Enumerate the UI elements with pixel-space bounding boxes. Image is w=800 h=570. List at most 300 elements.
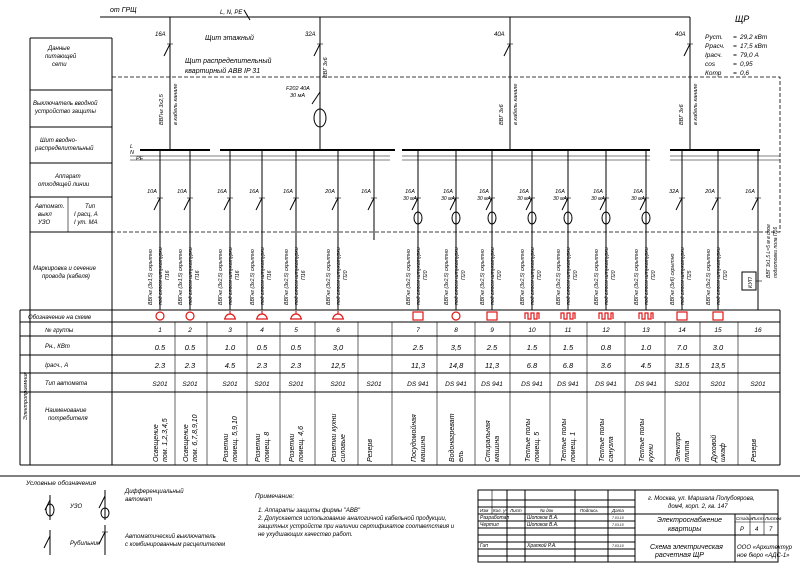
- cable-marking-2: под слоем штукатурки: [416, 247, 422, 305]
- breaker-rating: 16A: [249, 189, 259, 195]
- panel-enclosure: [112, 77, 780, 232]
- group-column-4: [249, 150, 273, 462]
- legend-rcd: УЗО: [70, 504, 83, 510]
- consumer-name: Освещение: [183, 424, 190, 462]
- consumer-name: Водонагреват: [449, 413, 456, 462]
- symbol-appliance: [413, 312, 423, 320]
- cable-code: П20: [573, 270, 579, 280]
- cable-marking-2: под слоем штукатурки: [566, 247, 572, 305]
- breaker-symbol: [224, 198, 230, 210]
- group-column-13: [631, 150, 657, 462]
- group-table: [20, 310, 780, 465]
- lbl-auto-6: I ут. МА: [74, 220, 98, 226]
- group-power: 1.5: [526, 343, 538, 352]
- group-breaker-type: DS 941: [481, 381, 503, 388]
- group-number: 12: [602, 327, 610, 334]
- group-number: 11: [564, 327, 572, 334]
- consumer-name: Стиральная: [485, 420, 492, 462]
- lbl-auto-5: I расц, А: [74, 212, 98, 218]
- tb-role-1: Разработал: [480, 515, 510, 521]
- main-panel-title-1: Щит распределительный: [185, 58, 272, 65]
- symbol-heater: [639, 313, 653, 319]
- group-column-1: [147, 150, 171, 462]
- breaker-symbol: [154, 198, 160, 210]
- consumer-name-2: помещ. 8: [264, 431, 271, 462]
- legend-switch: Рубильник: [70, 541, 100, 547]
- cable-marking: ВВГнг (3х6) скрытно: [670, 253, 676, 305]
- feed-cable-1b: в кабель канале: [173, 83, 179, 125]
- source-label: от ГРЩ: [110, 7, 137, 14]
- lbl-supply-1: Данные: [48, 46, 70, 52]
- group-column-6: [324, 150, 349, 462]
- tb-sheets-h: Листов: [765, 516, 782, 521]
- group-current: 2.3: [154, 361, 166, 370]
- breaker-rating: 16A: [593, 189, 603, 195]
- param-label-0: Руст.: [705, 34, 723, 41]
- group-power: 0.5: [256, 343, 268, 352]
- cable-marking: ВВГнг (3х2,5) скрытно: [444, 249, 450, 305]
- cable-marking: ВВГнг (3х1,5) скрытно: [148, 249, 154, 305]
- tb-date-1: 7.03.10: [612, 516, 624, 520]
- cable-marking-2: под слоем штукатурки: [336, 247, 342, 305]
- symbol-appliance: [487, 312, 497, 320]
- breaker-symbol: [290, 198, 296, 210]
- group-number: 3: [228, 327, 232, 334]
- rcd-rating: 30 мА: [591, 196, 605, 202]
- lbl-consumer-1: Наименование: [45, 408, 87, 414]
- floor-panel-label: Щит этажный: [205, 35, 254, 42]
- group-current: 2.3: [290, 361, 302, 370]
- consumer-name: Резерв: [367, 438, 374, 462]
- tb-name-3: Храпкой Р.А.: [527, 543, 557, 549]
- lbl-auto-4: Тип: [85, 204, 96, 210]
- group-column-10: [517, 150, 543, 462]
- group-breaker-type: S201: [710, 381, 726, 388]
- tb-address-2: дом4, корп. 2, кв. 147: [668, 504, 728, 510]
- group-breaker-type: S201: [674, 381, 690, 388]
- notes-line-1: 1. Аппараты защиты фирмы "АВВ": [258, 508, 361, 514]
- cable-marking-2: под слоем штукатурки: [454, 247, 460, 305]
- group-columns: [147, 150, 766, 465]
- cable-code: П20: [537, 270, 543, 280]
- group-current: 2.3: [256, 361, 268, 370]
- consumer-name-2: плита: [684, 440, 691, 462]
- group-breaker-type: S201: [366, 381, 382, 388]
- group-number: 7: [416, 327, 420, 334]
- group-number: 16: [754, 327, 762, 334]
- group-breaker-type: S201: [152, 381, 168, 388]
- group-number: 5: [294, 327, 298, 334]
- tb-org-2: ное бюро «АДС-1»: [737, 553, 790, 559]
- lbl-consumer-2: потребителя: [48, 416, 88, 422]
- lbl-input-1: Выключатель вводной: [33, 101, 98, 107]
- side-note-1: ВВГ 3х1,5 L=5 м в слое: [766, 224, 772, 278]
- cable-code: П16: [165, 270, 171, 280]
- group-power: 3.0: [712, 343, 724, 352]
- rcd-label-2: 30 мА: [290, 93, 306, 99]
- lbl-supply-3: сети: [52, 62, 67, 68]
- consumer-name-2: кухни: [648, 443, 655, 462]
- cable-code: П20: [611, 270, 617, 280]
- rcd-rating: 30 мА: [553, 196, 567, 202]
- svg-text:=: =: [733, 61, 737, 68]
- lbl-supply-2: питающей: [45, 54, 77, 60]
- tb-name-1: Шопоков В.А.: [527, 515, 559, 521]
- group-number: 2: [188, 327, 192, 334]
- group-power: 0.5: [184, 343, 196, 352]
- legend-diff-2: автомат: [125, 497, 153, 503]
- param-value-3: 0,95: [740, 61, 753, 68]
- cable-marking-2: под слоем штукатурки: [530, 247, 536, 305]
- cable-code: П25: [687, 270, 693, 280]
- rcd-rating: 30 мА: [631, 196, 645, 202]
- breaker-symbol: [368, 198, 374, 210]
- consumer-name: Розетки: [289, 433, 296, 462]
- feed-cable-4: ВВГ 3х6: [679, 104, 685, 125]
- group-current: 12,5: [330, 361, 346, 370]
- consumer-name-2: шкаф: [720, 443, 727, 462]
- symbol-lamp: [156, 312, 164, 320]
- feed-breaker-2: 32A: [305, 32, 316, 38]
- group-power: 0.5: [154, 343, 166, 352]
- breaker-rating: 20A: [325, 189, 335, 195]
- group-breaker-type: S201: [330, 381, 346, 388]
- lbl-power: Рн., КВт: [45, 344, 70, 350]
- cable-marking-2: под слоем штукатурки: [680, 247, 686, 305]
- lbl-app-1: Аппарат: [55, 174, 81, 180]
- tb-sheet-h: Лист: [752, 516, 764, 521]
- cable-marking-2: под слоем штукатурки: [294, 247, 300, 305]
- cable-marking-2: под слоем штукатурки: [716, 247, 722, 305]
- cable-marking: ВВГнг (3х2,5) скрытно: [556, 249, 562, 305]
- param-value-4: 0,6: [740, 70, 750, 77]
- consumer-name: Резерв: [751, 438, 758, 462]
- group-column-12: [591, 150, 617, 462]
- consumer-name-2: помещ. 5,9,10: [232, 416, 239, 462]
- group-power: 0.5: [290, 343, 302, 352]
- consumer-name-2: помещ. 4,6: [298, 425, 305, 462]
- legend-auto-2: с комбинированным расцепителем: [125, 542, 226, 548]
- feed-cable-1: ВВГнг 3х2,5: [159, 94, 165, 125]
- group-breaker-type: DS 941: [445, 381, 467, 388]
- group-number: 13: [642, 327, 650, 334]
- side-note-2: подготовки пола П16: [773, 226, 779, 278]
- feed-breaker-4: 40A: [675, 32, 686, 38]
- consumer-name-2: пом. 6,7,8,9,10: [192, 414, 199, 462]
- group-breaker-type: S201: [222, 381, 238, 388]
- consumer-name: Теплые полы: [525, 418, 532, 462]
- cable-marking: ВВГнг (3х2,5) скрытно: [406, 249, 412, 305]
- group-number: 14: [678, 327, 686, 334]
- group-number: 9: [490, 327, 494, 334]
- cable-code: П20: [423, 270, 429, 280]
- feed-cable-4b: в кабель канале: [693, 83, 699, 125]
- group-current: 6.8: [562, 361, 574, 370]
- lbl-app-2: отходящей линии: [38, 182, 90, 188]
- notes-title: Примечание:: [255, 493, 295, 500]
- cable-marking: ВВГнг (3х2,5) скрытно: [250, 249, 256, 305]
- symbol-lamp: [452, 312, 460, 320]
- breaker-symbol: [332, 198, 338, 210]
- group-power: 3,0: [332, 343, 344, 352]
- lbl-auto-3: УЗО: [38, 220, 51, 226]
- breaker-rating: 16A: [405, 189, 415, 195]
- cable-marking-2: под слоем штукатурки: [604, 247, 610, 305]
- param-label-1: Ррасч.: [705, 43, 725, 50]
- group-breaker-type: DS 941: [407, 381, 429, 388]
- cable-marking: ВВГнг (3х2,5) скрытно: [634, 249, 640, 305]
- notes-line-3: защитных устройств при наличии сертификатов соответствия и: [258, 524, 455, 530]
- cable-marking: ВВГнг (3х2,5) скрытно: [480, 249, 486, 305]
- group-column-3: [217, 150, 241, 462]
- breaker-rating: 16A: [555, 189, 565, 195]
- param-value-2: 79,0 А: [740, 52, 759, 59]
- cable-marking-2: под слоем штукатурки: [158, 247, 164, 305]
- group-column-14: [669, 150, 693, 462]
- cable-marking-2: под слоем штукатурки: [644, 247, 650, 305]
- consumer-name: Розетки: [223, 433, 230, 462]
- breaker-symbol: [184, 198, 190, 210]
- cable-marking: ВВГнг (3х1,5) скрытно: [178, 249, 184, 305]
- feed-cable-2: ВВГ 3х6: [323, 57, 329, 78]
- lbl-shield-2: распределительный: [35, 146, 94, 152]
- tb-date-2: 7.03.10: [612, 523, 624, 527]
- cable-code: П16: [235, 270, 241, 280]
- consumer-name-2: ель: [458, 450, 465, 462]
- bus-pe: PE: [136, 156, 144, 162]
- group-current: 4.5: [640, 361, 652, 370]
- group-column-7: [403, 150, 429, 462]
- cable-marking: ВВГнг (3х2,5) скрытно: [218, 249, 224, 305]
- group-breaker-type: DS 941: [521, 381, 543, 388]
- lbl-auto-2: выкл: [38, 212, 52, 218]
- consumer-name-2: пом. 1,2,3,4,5: [162, 418, 169, 462]
- param-value-0: 29,2 кВт: [740, 34, 768, 41]
- group-column-16: [745, 150, 766, 462]
- group-breaker-type: DS 941: [557, 381, 579, 388]
- breaker-rating: 16A: [443, 189, 453, 195]
- breaker-symbol: [712, 198, 718, 210]
- legend-auto: Автоматический выключатель: [125, 534, 216, 540]
- main-panel-title-2: квартирный АВВ IP 31: [185, 68, 261, 75]
- lbl-vertical: Электроприемник: [23, 372, 29, 420]
- group-power: 2.5: [486, 343, 498, 352]
- rcd-rating: 30 мА: [517, 196, 531, 202]
- lbl-auto-1: Автомат.: [35, 204, 65, 210]
- group-current: 11,3: [410, 361, 426, 370]
- consumer-name: Теплые полы: [639, 418, 646, 462]
- breaker-symbol: [676, 198, 682, 210]
- group-current: 13,5: [710, 361, 726, 370]
- consumer-name: Теплые полы: [561, 418, 568, 462]
- tb-role-3: Гип: [480, 543, 489, 549]
- param-label-4: Котр: [705, 70, 722, 77]
- cable-marking: ВВГнг (3х2,5) скрытно: [326, 249, 332, 305]
- tb-stage: Р: [740, 527, 745, 533]
- side-note: [742, 224, 779, 290]
- tb-sheets: 7: [769, 527, 773, 533]
- param-label-3: cos: [705, 61, 716, 68]
- group-power: 0.8: [600, 343, 612, 352]
- legend-diff: Дифференциальный: [125, 489, 184, 495]
- rcd-rating: 30 мА: [403, 196, 417, 202]
- consumer-name: Электро: [675, 432, 682, 462]
- svg-text:=: =: [733, 43, 737, 50]
- group-power: 7.0: [676, 343, 688, 352]
- group-current: 31.5: [674, 361, 690, 370]
- symbol-appliance: [677, 312, 687, 320]
- group-column-5: [283, 150, 307, 462]
- symbol-socket: [290, 311, 302, 319]
- param-value-1: 17,5 кВт: [740, 43, 768, 50]
- group-breaker-type: S201: [182, 381, 198, 388]
- tb-h-kol: Кол. уч: [493, 508, 508, 513]
- consumer-name: Розетки кухни: [331, 413, 338, 462]
- cable-marking-2: под слоем штукатурки: [188, 247, 194, 305]
- feed-breaker-3: 40A: [494, 32, 505, 38]
- symbol-lamp: [186, 312, 194, 320]
- cable-marking: ВВГнг (3х2,5) скрытно: [284, 249, 290, 305]
- symbol-socket: [224, 311, 236, 319]
- consumer-name: Духовой: [711, 434, 718, 462]
- symbol-socket: [332, 311, 344, 319]
- consumer-name-2: помещ. 1: [570, 431, 577, 462]
- group-number: 15: [714, 327, 722, 334]
- cable-code: П16: [267, 270, 273, 280]
- tb-role-2: Чертил: [480, 522, 499, 528]
- rcd-label-1: F202 40A: [286, 86, 310, 92]
- group-column-2: [177, 150, 201, 462]
- cable-code: П20: [497, 270, 503, 280]
- group-current: 2.3: [184, 361, 196, 370]
- consumer-name: Посудомойная: [411, 414, 418, 462]
- lbl-group-no: № группы: [45, 328, 74, 334]
- symbol-heater: [561, 313, 575, 319]
- consumer-name-2: силовые: [340, 434, 347, 462]
- feed-breaker-1: 16A: [155, 32, 166, 38]
- breaker-rating: 16A: [745, 189, 755, 195]
- lbl-current: Iрасч., А: [45, 363, 69, 369]
- group-number: 4: [260, 327, 264, 334]
- cable-code: П20: [343, 270, 349, 280]
- breaker-rating: 16A: [479, 189, 489, 195]
- svg-text:=: =: [733, 70, 737, 77]
- tb-h-date: Дата: [612, 508, 624, 513]
- group-breaker-type: S201: [288, 381, 304, 388]
- legend-title: Условные обозначения: [26, 480, 96, 487]
- cable-marking-2: под слоем штукатурки: [260, 247, 266, 305]
- cable-marking: ВВГнг (3х2,5) скрытно: [706, 249, 712, 305]
- breaker-rating: 16A: [217, 189, 227, 195]
- breaker-symbol: [256, 198, 262, 210]
- consumer-name: Освещение: [153, 424, 160, 462]
- tb-h-doc: № док: [540, 508, 554, 513]
- cable-marking: ВВГнг (3х2,5) скрытно: [594, 249, 600, 305]
- consumer-name: Теплые полы: [599, 418, 606, 462]
- title-block: [478, 490, 793, 562]
- cable-code: П20: [461, 270, 467, 280]
- group-power: 1.0: [640, 343, 652, 352]
- bus-label: L, N, PE: [220, 10, 243, 16]
- notes: [255, 493, 455, 538]
- tb-stage-h: Стадия: [736, 516, 753, 521]
- symbol-heater: [599, 313, 613, 319]
- tb-project-1: Электроснабжение: [657, 517, 723, 524]
- group-number: 8: [454, 327, 458, 334]
- tb-h-izm: Изм: [480, 508, 489, 513]
- lbl-designation: Обозначение на схеме: [28, 315, 92, 321]
- group-current: 6.8: [526, 361, 538, 370]
- breaker-rating: 16A: [361, 189, 371, 195]
- left-column: [30, 38, 112, 450]
- cable-code: П20: [723, 270, 729, 280]
- bus-n: N: [130, 150, 134, 156]
- group-number: 6: [336, 327, 340, 334]
- lbl-input-2: устройство защиты: [35, 109, 96, 115]
- symbol-socket: [256, 311, 268, 319]
- symbol-appliance: [713, 312, 723, 320]
- tb-date-3: 7.03.10: [612, 544, 624, 548]
- consumer-name-2: машина: [420, 435, 427, 462]
- cable-code: П20: [651, 270, 657, 280]
- group-number: 1: [158, 327, 162, 334]
- consumer-name: Розетки: [255, 433, 262, 462]
- group-current: 4.5: [224, 361, 236, 370]
- cable-code: П16: [195, 270, 201, 280]
- svg-text:=: =: [733, 34, 737, 41]
- cable-marking: ВВГнг (3х2,5) скрытно: [520, 249, 526, 305]
- group-power: 1.0: [224, 343, 236, 352]
- group-column-11: [553, 150, 579, 462]
- group-power: 2.5: [412, 343, 424, 352]
- group-current: 11,3: [484, 361, 500, 370]
- lbl-mark-2: провода (кабеля): [42, 274, 90, 280]
- cable-code: П16: [301, 270, 307, 280]
- breaker-rating: 16A: [283, 189, 293, 195]
- group-number: 10: [528, 327, 536, 334]
- rcd-rating: 30 мА: [441, 196, 455, 202]
- group-column-9: [477, 150, 503, 462]
- lbl-mark-1: Маркировка и сечение: [33, 266, 96, 272]
- tb-sheet: 4: [755, 527, 759, 533]
- notes-line-2: 2. Допускается использование аналогичной кабельной продукции,: [258, 516, 447, 522]
- bus-l: L: [130, 144, 134, 150]
- feed-cable-3: ВВГ 3х6: [499, 104, 505, 125]
- cable-marking-2: под слоем штукатурки: [228, 247, 234, 305]
- group-breaker-type: S201: [254, 381, 270, 388]
- breaker-rating: 32A: [669, 189, 679, 195]
- param-label-2: Iрасч.: [705, 52, 723, 59]
- kup-label: КУП: [748, 277, 754, 288]
- rcd-rating: 30 мА: [477, 196, 491, 202]
- tb-address-1: г. Москва, ул. Маршала Полубоярова,: [648, 496, 755, 502]
- lbl-breaker-type: Тип автомата: [45, 381, 88, 387]
- breaker-rating: 16A: [519, 189, 529, 195]
- group-column-reserve: [361, 150, 382, 462]
- feed-cable-3b: в кабель канале: [513, 83, 519, 125]
- group-power: 3,5: [450, 343, 462, 352]
- tb-sheet-2: расчетная ЩР: [655, 552, 704, 559]
- tb-name-2: Шопоков В.А.: [527, 522, 559, 528]
- tb-project-2: квартиры: [668, 526, 702, 533]
- group-column-8: [441, 150, 467, 462]
- panel-code: ЩР: [735, 14, 750, 24]
- breaker-rating: 20A: [705, 189, 715, 195]
- consumer-name-2: санузла: [608, 436, 615, 462]
- breaker-rating: 10A: [147, 189, 157, 195]
- consumer-name-2: машина: [494, 435, 501, 462]
- consumer-name-2: помещ. 5: [534, 431, 541, 462]
